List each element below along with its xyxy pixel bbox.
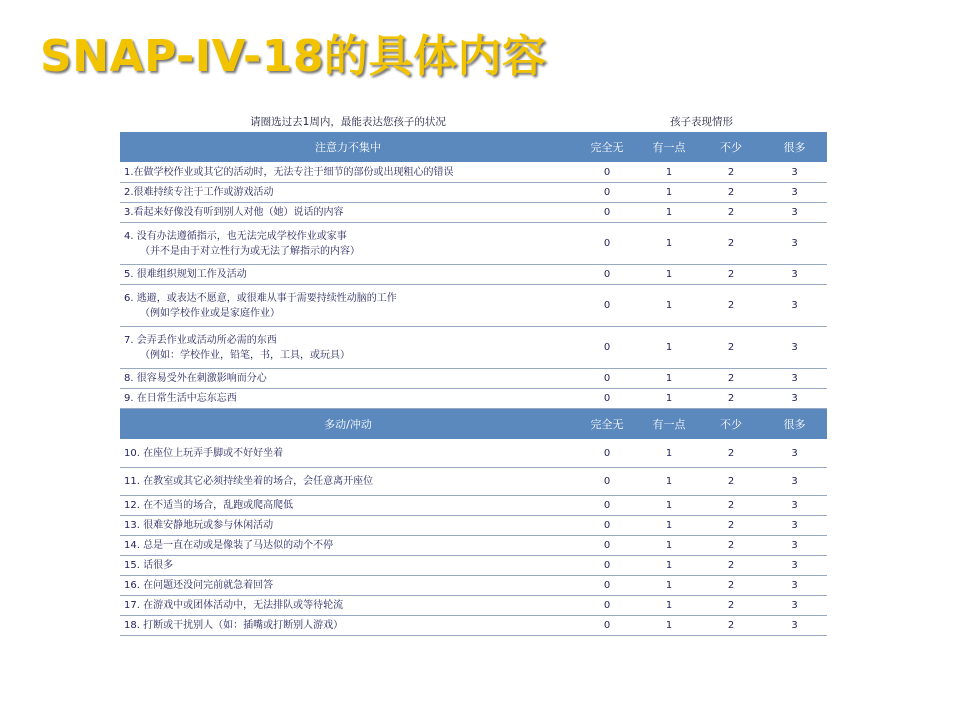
score-option[interactable]: 0 bbox=[576, 556, 638, 576]
score-option[interactable]: 1 bbox=[638, 516, 700, 536]
question-text: 1.在做学校作业或其它的活动时，无法专注于细节的部份或出现粗心的错误 bbox=[124, 167, 454, 178]
score-option[interactable]: 1 bbox=[638, 163, 700, 183]
question-text: 2.很难持续专注于工作或游戏活动 bbox=[124, 187, 274, 198]
question-row bbox=[120, 265, 827, 285]
slide-title: SNAP-IV-18的具体内容 bbox=[40, 31, 547, 82]
score-option[interactable]: 3 bbox=[762, 183, 827, 203]
score-option[interactable]: 1 bbox=[638, 389, 700, 409]
score-option[interactable]: 0 bbox=[576, 596, 638, 616]
question-text: 14. 总是一直在动或是像装了马达似的动个不停 bbox=[124, 540, 334, 551]
question-row bbox=[120, 440, 827, 468]
scale-label: 有一点 bbox=[638, 132, 700, 163]
score-option[interactable]: 1 bbox=[638, 616, 700, 636]
score-option[interactable]: 1 bbox=[638, 183, 700, 203]
score-option[interactable]: 2 bbox=[700, 285, 762, 327]
question-text: 11. 在教室或其它必须持续坐着的场合，会任意离开座位 bbox=[124, 476, 374, 487]
score-option[interactable]: 1 bbox=[638, 536, 700, 556]
score-option[interactable]: 2 bbox=[700, 223, 762, 265]
question-text: 9. 在日常生活中忘东忘西 bbox=[124, 393, 237, 404]
score-option[interactable]: 0 bbox=[576, 536, 638, 556]
question-row bbox=[120, 576, 827, 596]
scale-label: 有一点 bbox=[638, 409, 700, 440]
score-option[interactable]: 3 bbox=[762, 285, 827, 327]
score-option[interactable]: 3 bbox=[762, 516, 827, 536]
caption-instruction: 请圈选过去1周内，最能表达您孩子的状况 bbox=[250, 115, 446, 128]
score-option[interactable]: 3 bbox=[762, 265, 827, 285]
score-option[interactable]: 2 bbox=[700, 389, 762, 409]
score-option[interactable]: 0 bbox=[576, 183, 638, 203]
score-option[interactable]: 1 bbox=[638, 327, 700, 369]
score-option[interactable]: 0 bbox=[576, 496, 638, 516]
question-row bbox=[120, 496, 827, 516]
score-option[interactable]: 3 bbox=[762, 616, 827, 636]
question-text: 12. 在不适当的场合，乱跑或爬高爬低 bbox=[124, 500, 294, 511]
question-cell bbox=[120, 616, 576, 636]
score-option[interactable]: 2 bbox=[700, 440, 762, 468]
score-option[interactable]: 2 bbox=[700, 556, 762, 576]
score-option[interactable]: 0 bbox=[576, 327, 638, 369]
score-option[interactable]: 2 bbox=[700, 616, 762, 636]
snap-iv-table bbox=[120, 110, 827, 636]
score-option[interactable]: 2 bbox=[700, 369, 762, 389]
score-option[interactable]: 1 bbox=[638, 369, 700, 389]
score-option[interactable]: 3 bbox=[762, 556, 827, 576]
score-option[interactable]: 3 bbox=[762, 223, 827, 265]
score-option[interactable]: 3 bbox=[762, 468, 827, 496]
score-option[interactable]: 2 bbox=[700, 536, 762, 556]
question-row bbox=[120, 163, 827, 183]
score-option[interactable]: 3 bbox=[762, 536, 827, 556]
question-note: （例如：学校作业，铅笔，书，工具，或玩具） bbox=[140, 349, 350, 361]
question-row bbox=[120, 203, 827, 223]
question-text: 10. 在座位上玩弄手脚或不好好坐着 bbox=[124, 448, 284, 459]
score-option[interactable]: 2 bbox=[700, 496, 762, 516]
question-row bbox=[120, 596, 827, 616]
question-row bbox=[120, 327, 827, 369]
question-text: 3.看起来好像没有听到别人对他（她）说话的内容 bbox=[124, 207, 344, 218]
score-option[interactable]: 3 bbox=[762, 163, 827, 183]
score-option[interactable]: 0 bbox=[576, 285, 638, 327]
question-text: 4. 没有办法遵循指示，也无法完成学校作业或家事 bbox=[124, 230, 347, 242]
table-caption-row bbox=[120, 110, 827, 132]
score-option[interactable]: 1 bbox=[638, 596, 700, 616]
score-option[interactable]: 0 bbox=[576, 369, 638, 389]
score-option[interactable]: 1 bbox=[638, 265, 700, 285]
question-cell bbox=[120, 440, 576, 468]
score-option[interactable]: 3 bbox=[762, 369, 827, 389]
question-text: 5. 很难组织规划工作及活动 bbox=[124, 269, 247, 280]
question-cell bbox=[120, 468, 576, 496]
score-option[interactable]: 2 bbox=[700, 596, 762, 616]
question-row bbox=[120, 183, 827, 203]
question-text: 17. 在游戏中或团体活动中，无法排队或等待轮流 bbox=[124, 600, 344, 611]
question-row bbox=[120, 536, 827, 556]
section-header bbox=[120, 409, 827, 440]
score-option[interactable]: 1 bbox=[638, 468, 700, 496]
question-row bbox=[120, 389, 827, 409]
score-option[interactable]: 1 bbox=[638, 556, 700, 576]
question-row bbox=[120, 223, 827, 265]
question-cell bbox=[120, 556, 576, 576]
score-option[interactable]: 1 bbox=[638, 223, 700, 265]
question-row bbox=[120, 285, 827, 327]
question-note: （例如学校作业或是家庭作业） bbox=[140, 307, 280, 319]
question-cell bbox=[120, 327, 576, 369]
question-cell bbox=[120, 369, 576, 389]
score-option[interactable]: 1 bbox=[638, 203, 700, 223]
score-option[interactable]: 2 bbox=[700, 203, 762, 223]
question-cell bbox=[120, 596, 576, 616]
score-option[interactable]: 3 bbox=[762, 496, 827, 516]
question-text: 7. 会弄丢作业或活动所必需的东西 bbox=[124, 334, 277, 346]
question-cell bbox=[120, 163, 576, 183]
scale-label: 不少 bbox=[700, 409, 762, 440]
score-option[interactable]: 2 bbox=[700, 327, 762, 369]
question-text: 6. 逃避，或表达不愿意，或很难从事于需要持续性动脑的工作 bbox=[124, 292, 397, 304]
caption-scale-title: 孩子表现情形 bbox=[670, 115, 733, 128]
score-option[interactable]: 0 bbox=[576, 163, 638, 183]
score-option[interactable]: 2 bbox=[700, 576, 762, 596]
score-option[interactable]: 0 bbox=[576, 440, 638, 468]
score-option[interactable]: 0 bbox=[576, 223, 638, 265]
score-option[interactable]: 2 bbox=[700, 163, 762, 183]
score-option[interactable]: 0 bbox=[576, 576, 638, 596]
score-option[interactable]: 3 bbox=[762, 596, 827, 616]
score-option[interactable]: 3 bbox=[762, 203, 827, 223]
score-option[interactable]: 0 bbox=[576, 389, 638, 409]
question-text: 15. 话很多 bbox=[124, 560, 174, 571]
question-cell bbox=[120, 183, 576, 203]
section-name: 多动/冲动 bbox=[120, 409, 576, 440]
scale-label: 很多 bbox=[762, 409, 827, 440]
score-option[interactable]: 3 bbox=[762, 440, 827, 468]
score-option[interactable]: 0 bbox=[576, 203, 638, 223]
question-text: 8. 很容易受外在刺激影响而分心 bbox=[124, 373, 267, 384]
score-option[interactable]: 2 bbox=[700, 516, 762, 536]
question-cell bbox=[120, 285, 576, 327]
score-option[interactable]: 0 bbox=[576, 516, 638, 536]
score-option[interactable]: 2 bbox=[700, 183, 762, 203]
question-cell bbox=[120, 389, 576, 409]
question-cell bbox=[120, 265, 576, 285]
score-option[interactable]: 3 bbox=[762, 576, 827, 596]
question-text: 16. 在问题还没问完前就急着回答 bbox=[124, 580, 274, 591]
score-option[interactable]: 0 bbox=[576, 265, 638, 285]
scale-label: 不少 bbox=[700, 132, 762, 163]
scale-label: 完全无 bbox=[576, 409, 638, 440]
score-option[interactable]: 1 bbox=[638, 576, 700, 596]
question-row bbox=[120, 369, 827, 389]
score-option[interactable]: 3 bbox=[762, 327, 827, 369]
question-text: 13. 很难安静地玩或参与休闲活动 bbox=[124, 520, 274, 531]
score-option[interactable]: 1 bbox=[638, 440, 700, 468]
scale-label: 完全无 bbox=[576, 132, 638, 163]
scale-label: 很多 bbox=[762, 132, 827, 163]
question-cell bbox=[120, 576, 576, 596]
question-note: （并不是由于对立性行为或无法了解指示的内容） bbox=[140, 245, 360, 257]
score-option[interactable]: 0 bbox=[576, 468, 638, 496]
question-row bbox=[120, 516, 827, 536]
question-row bbox=[120, 616, 827, 636]
question-cell bbox=[120, 536, 576, 556]
question-cell bbox=[120, 516, 576, 536]
score-option[interactable]: 1 bbox=[638, 285, 700, 327]
score-option[interactable]: 0 bbox=[576, 616, 638, 636]
section-header bbox=[120, 132, 827, 163]
section-name: 注意力不集中 bbox=[120, 132, 576, 163]
score-option[interactable]: 1 bbox=[638, 496, 700, 516]
score-option[interactable]: 3 bbox=[762, 389, 827, 409]
question-cell bbox=[120, 203, 576, 223]
question-cell bbox=[120, 223, 576, 265]
question-text: 18. 打断或干扰别人（如：插嘴或打断别人游戏） bbox=[124, 620, 344, 631]
question-row bbox=[120, 556, 827, 576]
score-option[interactable]: 2 bbox=[700, 468, 762, 496]
score-option[interactable]: 2 bbox=[700, 265, 762, 285]
question-row bbox=[120, 468, 827, 496]
question-cell bbox=[120, 496, 576, 516]
